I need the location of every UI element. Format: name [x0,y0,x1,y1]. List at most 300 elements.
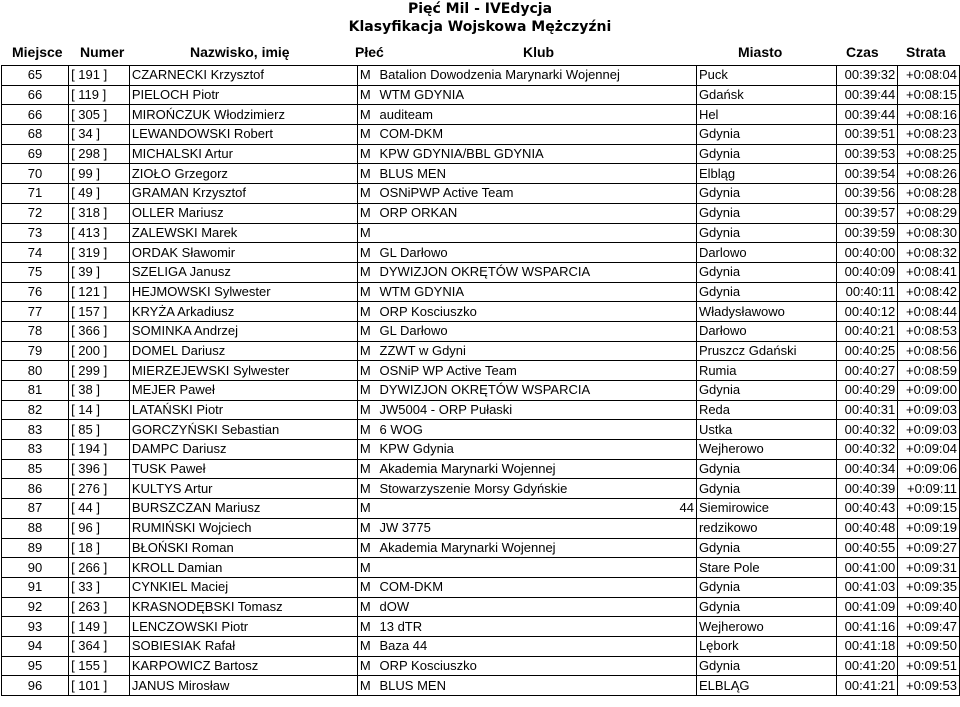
place-cell: 86 [2,479,69,499]
city-cell: Siemirowice [696,499,836,519]
time-cell: 00:41:03 [836,577,898,597]
page-title: Pięć Mil - IVEdycja [407,1,553,17]
time-cell: 00:39:51 [836,125,898,145]
page-subtitle: Klasyfikacja Wojskowa Mężczyźni [348,19,612,35]
name-cell: CYNKIEL Maciej [129,577,357,597]
sex-cell: M [357,243,377,263]
city-cell: Elbląg [696,164,836,184]
table-row [2,262,960,282]
name-cell: PIELOCH Piotr [129,85,357,105]
gap-cell: +0:08:15 [898,85,960,105]
table-row [2,597,960,617]
city-cell: Reda [696,400,836,420]
number-cell: [ 49 ] [69,184,130,204]
club-cell: Baza 44 [378,636,697,656]
header-czas: Czas [846,44,879,60]
gap-cell: +0:08:53 [898,321,960,341]
name-cell: BURSZCZAN Mariusz [129,499,357,519]
time-cell: 00:40:21 [836,321,898,341]
name-cell: BŁOŃSKI Roman [129,538,357,558]
table-row [2,164,960,184]
club-cell: ZZWT w Gdyni [378,341,697,361]
time-cell: 00:40:32 [836,420,898,440]
club-cell: dOW [378,597,697,617]
gap-cell: +0:08:41 [898,262,960,282]
city-cell: Gdynia [696,144,836,164]
club-cell: DYWIZJON OKRĘTÓW WSPARCIA [378,381,697,401]
city-cell: Gdynia [696,656,836,676]
number-cell: [ 121 ] [69,282,130,302]
club-cell: Stowarzyszenie Morsy Gdyńskie [378,479,697,499]
gap-cell: +0:09:27 [898,538,960,558]
name-cell: KRYŻA Arkadiusz [129,302,357,322]
gap-cell: +0:08:25 [898,144,960,164]
time-cell: 00:40:25 [836,341,898,361]
table-row [2,203,960,223]
table-row [2,66,960,86]
name-cell: KRASNODĘBSKI Tomasz [129,597,357,617]
time-cell: 00:40:55 [836,538,898,558]
number-cell: [ 101 ] [69,676,130,696]
number-cell: [ 200 ] [69,341,130,361]
place-cell: 75 [2,262,69,282]
place-cell: 93 [2,617,69,637]
club-cell: OSNiP WP Active Team [378,361,697,381]
gap-cell: +0:08:04 [898,66,960,86]
club-cell: 6 WOG [378,420,697,440]
gap-cell: +0:09:03 [898,400,960,420]
club-cell: 44 [378,499,697,519]
time-cell: 00:39:44 [836,105,898,125]
name-cell: OLLER Mariusz [129,203,357,223]
city-cell: Gdynia [696,262,836,282]
table-row [2,636,960,656]
number-cell: [ 318 ] [69,203,130,223]
name-cell: TUSK Paweł [129,459,357,479]
city-cell: Ustka [696,420,836,440]
city-cell: Gdynia [696,282,836,302]
time-cell: 00:41:21 [836,676,898,696]
number-cell: [ 319 ] [69,243,130,263]
club-cell: Akademia Marynarki Wojennej [378,538,697,558]
gap-cell: +0:08:16 [898,105,960,125]
table-row [2,223,960,243]
city-cell: Pruszcz Gdański [696,341,836,361]
city-cell: Gdynia [696,223,836,243]
name-cell: MEJER Paweł [129,381,357,401]
gap-cell: +0:09:35 [898,577,960,597]
city-cell: Wejherowo [696,440,836,460]
name-cell: SOMINKA Andrzej [129,321,357,341]
gap-cell: +0:08:59 [898,361,960,381]
city-cell: Gdynia [696,479,836,499]
name-cell: KARPOWICZ Bartosz [129,656,357,676]
results-header [0,41,960,63]
city-cell: Gdynia [696,125,836,145]
sex-cell: M [357,577,377,597]
place-cell: 91 [2,577,69,597]
time-cell: 00:40:31 [836,400,898,420]
place-cell: 82 [2,400,69,420]
place-cell: 89 [2,538,69,558]
table-row [2,302,960,322]
city-cell: Hel [696,105,836,125]
time-cell: 00:41:00 [836,558,898,578]
header-klub: Klub [523,44,555,60]
city-cell: Władysławowo [696,302,836,322]
gap-cell: +0:09:40 [898,597,960,617]
table-row [2,440,960,460]
table-row [2,420,960,440]
gap-cell: +0:09:15 [898,499,960,519]
table-row [2,341,960,361]
sex-cell: M [357,66,377,86]
place-cell: 79 [2,341,69,361]
table-row [2,125,960,145]
club-cell: ORP ORKAN [378,203,697,223]
time-cell: 00:39:54 [836,164,898,184]
sex-cell: M [357,361,377,381]
place-cell: 95 [2,656,69,676]
number-cell: [ 39 ] [69,262,130,282]
place-cell: 83 [2,440,69,460]
place-cell: 68 [2,125,69,145]
time-cell: 00:40:34 [836,459,898,479]
city-cell: redzikowo [696,518,836,538]
results-table-body [2,66,960,696]
number-cell: [ 364 ] [69,636,130,656]
city-cell: Gdynia [696,597,836,617]
place-cell: 90 [2,558,69,578]
time-cell: 00:39:44 [836,85,898,105]
sex-cell: M [357,144,377,164]
number-cell: [ 38 ] [69,381,130,401]
place-cell: 77 [2,302,69,322]
table-row [2,282,960,302]
number-cell: [ 305 ] [69,105,130,125]
city-cell: Stare Pole [696,558,836,578]
time-cell: 00:40:29 [836,381,898,401]
name-cell: SOBIESIAK Rafał [129,636,357,656]
number-cell: [ 44 ] [69,499,130,519]
place-cell: 69 [2,144,69,164]
club-cell: GL Darłowo [378,243,697,263]
time-cell: 00:40:43 [836,499,898,519]
sex-cell: M [357,203,377,223]
time-cell: 00:41:09 [836,597,898,617]
number-cell: [ 33 ] [69,577,130,597]
table-row [2,144,960,164]
number-cell: [ 149 ] [69,617,130,637]
city-cell: Lębork [696,636,836,656]
name-cell: ZIOŁO Grzegorz [129,164,357,184]
sex-cell: M [357,636,377,656]
place-cell: 78 [2,321,69,341]
club-cell: BLUS MEN [378,164,697,184]
table-row [2,400,960,420]
sex-cell: M [357,597,377,617]
place-cell: 74 [2,243,69,263]
sex-cell: M [357,105,377,125]
club-cell: GL Darłowo [378,321,697,341]
sex-cell: M [357,400,377,420]
name-cell: GRAMAN Krzysztof [129,184,357,204]
number-cell: [ 119 ] [69,85,130,105]
place-cell: 94 [2,636,69,656]
club-cell: Akademia Marynarki Wojennej [378,459,697,479]
time-cell: 00:40:32 [836,440,898,460]
table-row [2,381,960,401]
header-numer: Numer [80,44,125,60]
name-cell: SZELIGA Janusz [129,262,357,282]
table-row [2,85,960,105]
name-cell: ORDAK Sławomir [129,243,357,263]
name-cell: KULTYS Artur [129,479,357,499]
sex-cell: M [357,262,377,282]
number-cell: [ 18 ] [69,538,130,558]
sex-cell: M [357,85,377,105]
club-cell: WTM GDYNIA [378,85,697,105]
header-strata: Strata [906,44,946,60]
gap-cell: +0:09:47 [898,617,960,637]
time-cell: 00:39:32 [836,66,898,86]
gap-cell: +0:09:06 [898,459,960,479]
time-cell: 00:41:18 [836,636,898,656]
number-cell: [ 413 ] [69,223,130,243]
number-cell: [ 298 ] [69,144,130,164]
city-cell: Gdynia [696,381,836,401]
name-cell: MIROŃCZUK Włodzimierz [129,105,357,125]
table-row [2,518,960,538]
place-cell: 76 [2,282,69,302]
gap-cell: +0:09:31 [898,558,960,578]
table-row [2,184,960,204]
name-cell: HEJMOWSKI Sylwester [129,282,357,302]
results-table [1,65,960,696]
number-cell: [ 157 ] [69,302,130,322]
time-cell: 00:40:11 [836,282,898,302]
city-cell: Gdynia [696,203,836,223]
place-cell: 85 [2,459,69,479]
sex-cell: M [357,420,377,440]
table-row [2,617,960,637]
gap-cell: +0:09:00 [898,381,960,401]
city-cell: ELBLĄG [696,676,836,696]
name-cell: KROLL Damian [129,558,357,578]
time-cell: 00:39:59 [836,223,898,243]
gap-cell: +0:08:32 [898,243,960,263]
place-cell: 66 [2,105,69,125]
city-cell: Gdynia [696,459,836,479]
time-cell: 00:39:57 [836,203,898,223]
table-row [2,577,960,597]
place-cell: 88 [2,518,69,538]
sex-cell: M [357,459,377,479]
name-cell: RUMIŃSKI Wojciech [129,518,357,538]
sex-cell: M [357,558,377,578]
number-cell: [ 263 ] [69,597,130,617]
place-cell: 70 [2,164,69,184]
name-cell: DAMPC Dariusz [129,440,357,460]
name-cell: LATAŃSKI Piotr [129,400,357,420]
table-row [2,321,960,341]
gap-cell: +0:08:26 [898,164,960,184]
place-cell: 83 [2,420,69,440]
club-cell: auditeam [378,105,697,125]
table-row [2,676,960,696]
city-cell: Wejherowo [696,617,836,637]
header-miasto: Miasto [738,44,783,60]
number-cell: [ 194 ] [69,440,130,460]
gap-cell: +0:08:29 [898,203,960,223]
club-cell: OSNiPWP Active Team [378,184,697,204]
time-cell: 00:40:27 [836,361,898,381]
sex-cell: M [357,381,377,401]
header-plec: Płeć [355,44,384,60]
name-cell: MICHALSKI Artur [129,144,357,164]
sex-cell: M [357,184,377,204]
gap-cell: +0:09:53 [898,676,960,696]
club-cell: JW5004 - ORP Pułaski [378,400,697,420]
city-cell: Rumia [696,361,836,381]
sex-cell: M [357,164,377,184]
time-cell: 00:39:56 [836,184,898,204]
time-cell: 00:40:12 [836,302,898,322]
city-cell: Darłowo [696,321,836,341]
table-row [2,499,960,519]
city-cell: Puck [696,66,836,86]
club-cell: ORP Kosciuszko [378,302,697,322]
number-cell: [ 191 ] [69,66,130,86]
gap-cell: +0:09:03 [898,420,960,440]
gap-cell: +0:09:51 [898,656,960,676]
table-row [2,361,960,381]
time-cell: 00:40:00 [836,243,898,263]
table-row [2,656,960,676]
club-cell: JW 3775 [378,518,697,538]
number-cell: [ 366 ] [69,321,130,341]
club-cell: Batalion Dowodzenia Marynarki Wojennej [378,66,697,86]
sex-cell: M [357,282,377,302]
club-cell [378,223,697,243]
gap-cell: +0:08:56 [898,341,960,361]
table-row [2,105,960,125]
table-row [2,243,960,263]
place-cell: 72 [2,203,69,223]
time-cell: 00:40:09 [836,262,898,282]
sex-cell: M [357,479,377,499]
table-row [2,459,960,479]
sex-cell: M [357,341,377,361]
gap-cell: +0:09:50 [898,636,960,656]
sex-cell: M [357,676,377,696]
number-cell: [ 266 ] [69,558,130,578]
gap-cell: +0:08:42 [898,282,960,302]
time-cell: 00:39:53 [836,144,898,164]
place-cell: 65 [2,66,69,86]
club-cell: KPW GDYNIA/BBL GDYNIA [378,144,697,164]
name-cell: CZARNECKI Krzysztof [129,66,357,86]
time-cell: 00:40:48 [836,518,898,538]
name-cell: MIERZEJEWSKI Sylwester [129,361,357,381]
header-miejsce: Miejsce [12,44,63,60]
club-cell: DYWIZJON OKRĘTÓW WSPARCIA [378,262,697,282]
sex-cell: M [357,302,377,322]
club-cell: WTM GDYNIA [378,282,697,302]
place-cell: 81 [2,381,69,401]
place-cell: 71 [2,184,69,204]
place-cell: 80 [2,361,69,381]
gap-cell: +0:09:04 [898,440,960,460]
city-cell: Gdynia [696,577,836,597]
sex-cell: M [357,223,377,243]
number-cell: [ 276 ] [69,479,130,499]
club-cell: COM-DKM [378,125,697,145]
place-cell: 87 [2,499,69,519]
city-cell: Gdynia [696,538,836,558]
number-cell: [ 299 ] [69,361,130,381]
name-cell: GORCZYŃSKI Sebastian [129,420,357,440]
number-cell: [ 96 ] [69,518,130,538]
city-cell: Gdynia [696,184,836,204]
sex-cell: M [357,538,377,558]
sex-cell: M [357,440,377,460]
city-cell: Darlowo [696,243,836,263]
name-cell: DOMEL Dariusz [129,341,357,361]
number-cell: [ 34 ] [69,125,130,145]
time-cell: 00:41:16 [836,617,898,637]
number-cell: [ 396 ] [69,459,130,479]
gap-cell: +0:09:11 [898,479,960,499]
club-cell: ORP Kosciuszko [378,656,697,676]
place-cell: 66 [2,85,69,105]
sex-cell: M [357,321,377,341]
place-cell: 92 [2,597,69,617]
club-cell: COM-DKM [378,577,697,597]
club-cell: 13 dTR [378,617,697,637]
name-cell: ZALEWSKI Marek [129,223,357,243]
sex-cell: M [357,518,377,538]
name-cell: LENCZOWSKI Piotr [129,617,357,637]
club-cell [378,558,697,578]
club-cell: BLUS MEN [378,676,697,696]
name-cell: JANUS Mirosław [129,676,357,696]
gap-cell: +0:08:28 [898,184,960,204]
sex-cell: M [357,125,377,145]
table-row [2,538,960,558]
name-cell: LEWANDOWSKI Robert [129,125,357,145]
time-cell: 00:41:20 [836,656,898,676]
gap-cell: +0:09:19 [898,518,960,538]
number-cell: [ 14 ] [69,400,130,420]
sex-cell: M [357,656,377,676]
gap-cell: +0:08:44 [898,302,960,322]
club-cell: KPW Gdynia [378,440,697,460]
gap-cell: +0:08:23 [898,125,960,145]
number-cell: [ 99 ] [69,164,130,184]
sex-cell: M [357,617,377,637]
gap-cell: +0:08:30 [898,223,960,243]
number-cell: [ 155 ] [69,656,130,676]
number-cell: [ 85 ] [69,420,130,440]
place-cell: 96 [2,676,69,696]
table-row [2,558,960,578]
time-cell: 00:40:39 [836,479,898,499]
table-row [2,479,960,499]
sex-cell: M [357,499,377,519]
place-cell: 73 [2,223,69,243]
header-nazwisko: Nazwisko, imię [190,44,290,60]
